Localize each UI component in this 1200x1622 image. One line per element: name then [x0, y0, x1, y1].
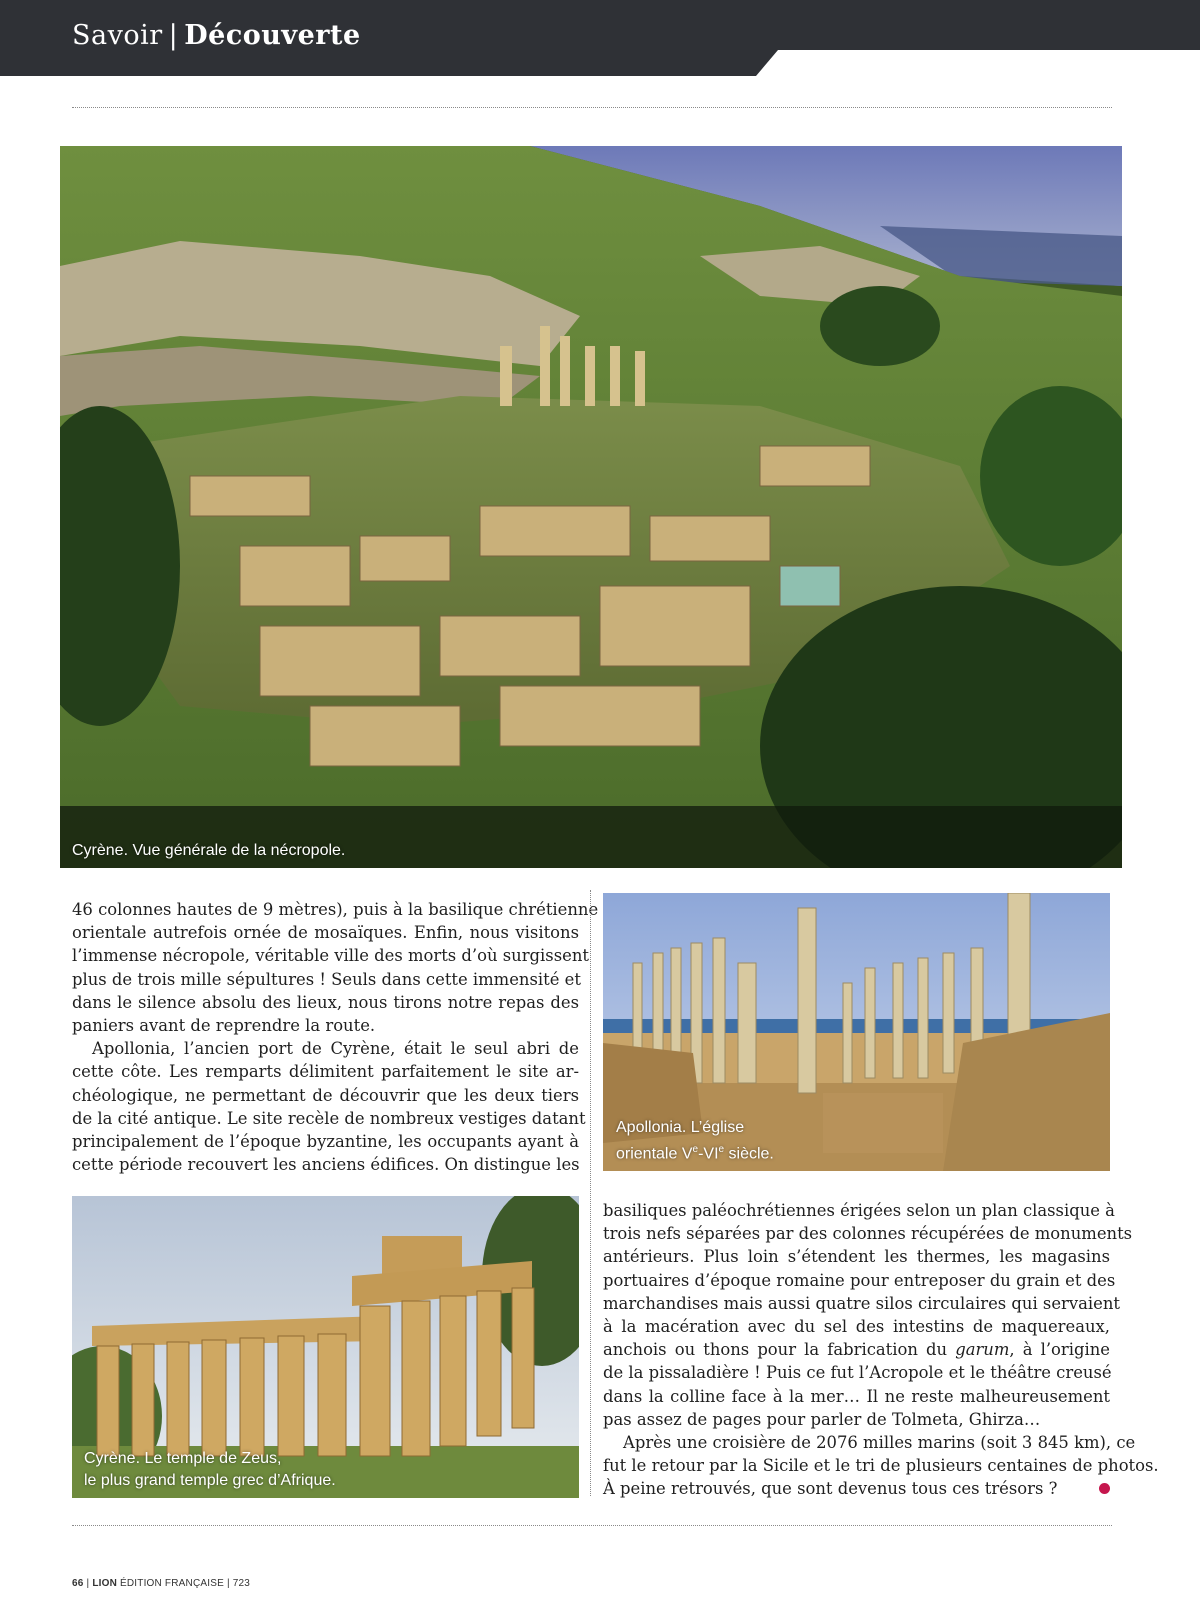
text-line: Après une croisière de 2076 milles marins (soit 3 845 km), ce	[623, 1433, 1136, 1453]
apollonia-caption-line1: Apollonia. L’église	[616, 1119, 745, 1136]
text-line: marchandises mais aussi quatre silos circulaires qui servaient	[603, 1293, 1120, 1313]
issue-number: 723	[232, 1578, 251, 1589]
apollonia-caption-sup: e	[718, 1144, 725, 1155]
section-title	[72, 20, 361, 51]
apollonia-caption-line2	[616, 1139, 774, 1165]
necropolis-photo	[60, 146, 1122, 868]
garum-word: garum	[955, 1340, 1010, 1360]
zeus-caption-line2: le plus grand temple grec d’Afrique.	[84, 1472, 336, 1489]
column-divider	[590, 890, 591, 1496]
text-line: portuaires d’époque romaine pour entreposer du grain et des	[603, 1270, 1116, 1290]
zeus-caption	[84, 1448, 336, 1492]
text-line: plus de trois mille sépultures ! Seuls dans cette immensité et	[72, 969, 581, 989]
text-line: antérieurs. Plus loin s’étendent les thermes, les magasins	[603, 1247, 1110, 1267]
page-number: 66	[72, 1578, 84, 1589]
top-divider	[72, 107, 1112, 108]
text-line-final	[603, 1477, 1110, 1500]
text-line: cette période recouvert les anciens édifices. On distingue les	[72, 1155, 580, 1175]
page-footer	[72, 1578, 250, 1589]
text-line: dans la colline face à la mer… Il ne reste malheureusement	[603, 1386, 1110, 1406]
text-segment: À peine retrouvés, que sont devenus tous ces trésors ?	[603, 1479, 1058, 1499]
magazine-brand: LION	[92, 1578, 117, 1589]
text-line-garum	[603, 1338, 1110, 1361]
text-line: orientale autrefois ornée de mosaïques. Enfin, nous visitons	[72, 923, 579, 943]
text-line: Apollonia, l’ancien port de Cyrène, était le seul abri de	[92, 1039, 579, 1059]
text-segment: anchois ou thons pour la fabrication du	[603, 1340, 948, 1360]
text-line: basiliques paléochrétiennes érigées selon un plan classique à	[603, 1201, 1115, 1220]
apollonia-caption-part: -VI	[698, 1145, 719, 1163]
left-column-text	[72, 898, 599, 1176]
text-line: chéologique, ne permettant de découvrir que les deux tiers	[72, 1085, 579, 1105]
text-line: de la cité antique. Le site recèle de nombreux vestiges datant	[72, 1108, 586, 1128]
apollonia-caption-part: siècle.	[724, 1145, 774, 1163]
text-line: dans le silence absolu des lieux, nous tirons notre repas des	[72, 992, 579, 1012]
text-line: fut le retour par la Sicile et le tri de plusieurs centaines de photos.	[603, 1456, 1159, 1476]
apollonia-caption-part: orientale V	[616, 1145, 693, 1163]
subsection-name: Découverte	[184, 20, 361, 51]
right-column-text	[603, 1199, 1159, 1501]
text-line: principalement de l’époque byzantine, les occupants ayant à	[72, 1132, 579, 1152]
footer-separator: |	[86, 1578, 90, 1589]
text-line: l’immense nécropole, véritable ville des morts d’où surgissent	[72, 946, 589, 966]
bottom-divider	[72, 1525, 1112, 1526]
text-line: cette côte. Les remparts délimitent parfaitement le site ar-	[72, 1062, 579, 1082]
edition-label: ÉDITION FRANÇAISE	[119, 1578, 224, 1589]
apollonia-caption-sup: e	[692, 1144, 699, 1155]
necropolis-caption: Cyrène. Vue générale de la nécropole.	[72, 842, 346, 859]
text-line: de la pissaladière ! Puis ce fut l’Acropole et le théâtre creusé	[603, 1363, 1112, 1383]
section-name: Savoir	[72, 20, 163, 51]
text-line: trois nefs séparées par des colonnes récupérées de monuments	[603, 1224, 1133, 1244]
end-of-article-dot	[1099, 1483, 1110, 1494]
footer-separator: |	[226, 1578, 230, 1589]
apollonia-caption	[616, 1117, 774, 1165]
text-line: 46 colonnes hautes de 9 mètres), puis à la basilique chrétienne	[72, 900, 599, 919]
text-line: à la macération avec du sel des intestins de maquereaux,	[603, 1317, 1110, 1337]
text-line: paniers avant de reprendre la route.	[72, 1016, 376, 1036]
text-line: pas assez de pages pour parler de Tolmeta, Ghirza…	[603, 1409, 1041, 1429]
text-segment: , à l’origine	[1009, 1340, 1110, 1360]
zeus-caption-line1: Cyrène. Le temple de Zeus,	[84, 1450, 282, 1467]
section-separator: |	[168, 20, 179, 51]
